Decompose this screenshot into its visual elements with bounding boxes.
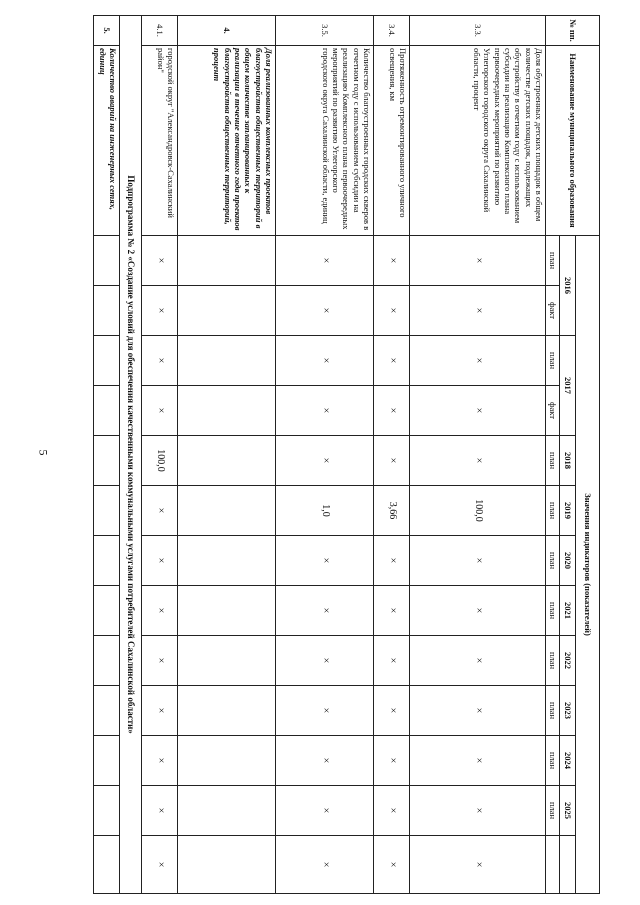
value-cell: × [142, 386, 178, 436]
year-2017: 2017 [560, 336, 576, 436]
value-cell: × [410, 786, 546, 836]
header-num: № пп. [546, 16, 600, 46]
value-cell: × [142, 486, 178, 536]
value-cell: 100,0 [142, 436, 178, 486]
value-cell: × [374, 736, 410, 786]
value-cell [94, 436, 120, 486]
value-cell: × [142, 786, 178, 836]
value-cell [178, 486, 276, 536]
plan-label: план [546, 486, 560, 536]
value-cell [178, 286, 276, 336]
value-cell: × [276, 686, 374, 736]
value-cell [178, 586, 276, 636]
value-cell [178, 336, 276, 386]
value-cell: × [410, 536, 546, 586]
value-cell: × [374, 386, 410, 436]
value-cell: × [410, 436, 546, 486]
fact-label: факт [546, 286, 560, 336]
row-name: Доля реализованных комплексных проектов благоустройства общественных территорий в общем количестве запланированных к реализации в течение отчетного года проектов благоустройства общественных территорий, процент [178, 46, 276, 236]
year-2019: 2019 [560, 486, 576, 536]
row-num: 3.4. [374, 16, 410, 46]
value-cell: × [410, 686, 546, 736]
value-cell: × [410, 636, 546, 686]
plan-label: план [546, 636, 560, 686]
value-cell [94, 636, 120, 686]
value-cell [94, 236, 120, 286]
value-cell: × [374, 436, 410, 486]
value-cell: × [142, 336, 178, 386]
value-cell: × [142, 286, 178, 336]
rotated-table-container [90, 15, 600, 893]
row-num: 4.1. [142, 16, 178, 46]
row-num: 4. [178, 16, 276, 46]
value-cell: × [276, 736, 374, 786]
value-cell: × [374, 336, 410, 386]
value-cell: 1,0 [276, 486, 374, 536]
value-cell [178, 386, 276, 436]
value-cell [94, 786, 120, 836]
value-cell [94, 836, 120, 894]
value-cell: × [410, 236, 546, 286]
value-cell [178, 636, 276, 686]
header-name: Наименование муниципального образования [546, 46, 600, 236]
value-cell: × [142, 836, 178, 894]
value-cell: × [276, 786, 374, 836]
value-cell [94, 586, 120, 636]
value-cell: × [276, 436, 374, 486]
table-row [276, 16, 374, 894]
year-2021: 2021 [560, 586, 576, 636]
value-cell [94, 736, 120, 786]
table-row [142, 16, 178, 894]
value-cell [94, 386, 120, 436]
year-2018: 2018 [560, 436, 576, 486]
row-name: Количество аварий на инженерных сетях, единиц [94, 46, 120, 236]
page-number: 5 [36, 449, 51, 456]
value-cell [178, 736, 276, 786]
value-cell: × [276, 836, 374, 894]
value-cell: × [374, 786, 410, 836]
plan-label: план [546, 236, 560, 286]
value-cell: × [142, 636, 178, 686]
year-2020: 2020 [560, 536, 576, 586]
value-cell: × [276, 386, 374, 436]
value-cell: × [374, 636, 410, 686]
subprogram-row [120, 16, 142, 894]
value-cell: × [374, 236, 410, 286]
year-2025: 2025 [560, 786, 576, 836]
row-num: 3.5. [276, 16, 374, 46]
row-name: Протяженность отремонтированного уличного освещения, км [374, 46, 410, 236]
value-cell: × [142, 236, 178, 286]
row-num: 3.3. [410, 16, 546, 46]
year-2023: 2023 [560, 686, 576, 736]
value-cell: × [142, 736, 178, 786]
value-cell: × [410, 336, 546, 386]
indicators-table [93, 15, 600, 894]
value-cell [178, 836, 276, 894]
row-name: городской округ "Александровск-Сахалинский район" [142, 46, 178, 236]
value-cell [94, 686, 120, 736]
value-cell [178, 686, 276, 736]
empty-header-cell [560, 836, 576, 894]
row-name: Количество благоустроенных городских скверов в отчетном году с использованием субсидии на реализацию Комплексного плана первоочередных мероприятий по развитию Углегорского городского округа Сахалинской области, единиц [276, 46, 374, 236]
value-cell: × [374, 286, 410, 336]
value-cell: × [142, 686, 178, 736]
value-cell [178, 786, 276, 836]
plan-label: план [546, 436, 560, 486]
year-2024: 2024 [560, 736, 576, 786]
value-cell [94, 486, 120, 536]
plan-label: план [546, 736, 560, 786]
plan-label: план [546, 686, 560, 736]
value-cell: × [276, 336, 374, 386]
value-cell: × [410, 586, 546, 636]
value-cell: × [410, 286, 546, 336]
value-cell [94, 286, 120, 336]
plan-label: план [546, 786, 560, 836]
table-row [178, 16, 276, 894]
value-cell: × [276, 636, 374, 686]
value-cell: × [276, 236, 374, 286]
year-2022: 2022 [560, 636, 576, 686]
row-num: 5. [94, 16, 120, 46]
value-cell [94, 336, 120, 386]
row-name: Доля обустроенных детских площадок в общем количестве детских площадок, подлежащих обустройству в отчетном году с использованием субсидии на реализацию Комплексного плана первоочередных мероприятий по развитию Углегорского городского округа Сахалинской области, процент [410, 46, 546, 236]
value-cell [178, 436, 276, 486]
value-cell: × [374, 836, 410, 894]
value-cell: × [374, 586, 410, 636]
plan-label: план [546, 586, 560, 636]
value-cell [94, 536, 120, 586]
value-cell: × [142, 586, 178, 636]
table-row [94, 16, 120, 894]
value-cell: × [374, 536, 410, 586]
value-cell: × [410, 386, 546, 436]
value-cell: 100,0 [410, 486, 546, 536]
table-row [410, 16, 546, 894]
value-cell [178, 536, 276, 586]
value-cell: × [276, 536, 374, 586]
subprogram-title: Подпрограмма № 2 «Создание условий для обеспечения качественными коммунальными услугами потребителей Сахалинской области» [120, 16, 142, 894]
plan-label: план [546, 536, 560, 586]
plan-label: план [546, 336, 560, 386]
value-cell: 3,66 [374, 486, 410, 536]
value-cell: × [142, 536, 178, 586]
header-indicators: Значения индикаторов (показателей) [576, 236, 600, 894]
value-cell: × [374, 686, 410, 736]
value-cell [178, 236, 276, 286]
value-cell: × [410, 736, 546, 786]
year-2016: 2016 [560, 236, 576, 336]
empty-header-cell [546, 836, 560, 894]
value-cell: × [276, 586, 374, 636]
value-cell: × [410, 836, 546, 894]
fact-label: факт [546, 386, 560, 436]
table-row [374, 16, 410, 894]
value-cell: × [276, 286, 374, 336]
